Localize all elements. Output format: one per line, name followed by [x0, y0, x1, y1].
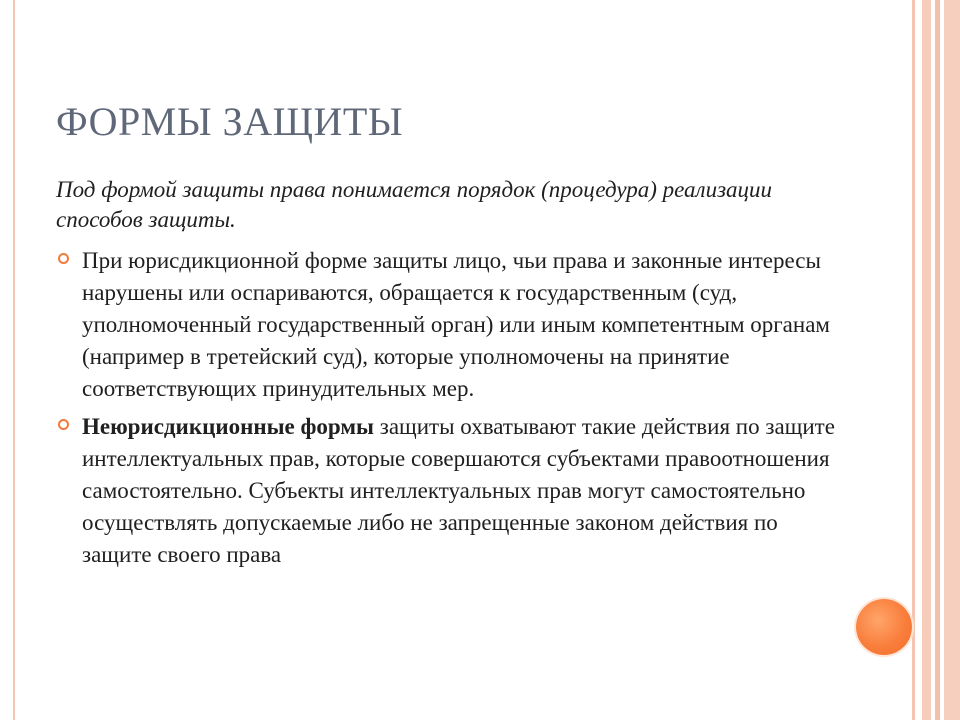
bullet-bold-term: Неюрисдикционные формы	[82, 414, 374, 439]
stripe	[922, 0, 931, 720]
bullet-item-non-jurisdictional	[56, 411, 846, 571]
slide-title: ФОРМЫ ЗАЩИТЫ	[56, 99, 404, 144]
bullet-text: При юрисдикционной форме защиты лицо, чьи права и законные интересы нарушены или оспариваются, обращается к государственным (суд, уполномоченный государственный орган) или иным компетентным органам (например в третейский суд), которые уполномочены на принятие соответствующих принудительных мер.	[82, 248, 830, 401]
bullet-list	[56, 245, 846, 571]
stripe	[912, 0, 915, 720]
stripe	[935, 0, 940, 720]
intro-text: Под формой защиты права понимается порядок (процедура) реализации способов защиты.	[56, 177, 773, 232]
bullet-item-jurisdictional	[56, 245, 846, 405]
right-decorative-stripes	[912, 0, 960, 720]
left-frame-line	[13, 0, 15, 720]
ring-bullet-icon	[58, 253, 69, 264]
stripe	[944, 0, 960, 720]
orange-circle-icon	[856, 599, 912, 655]
bullet-text: защиты охватывают такие действия по защите интеллектуальных прав, которые совершаются субъектами правоотношения самостоятельно. Субъекты интеллектуальных прав могут самостоятельно осуществлять допускаемые либо не запрещенные законом действия по защите своего права	[82, 414, 835, 567]
ring-bullet-icon	[58, 419, 69, 430]
